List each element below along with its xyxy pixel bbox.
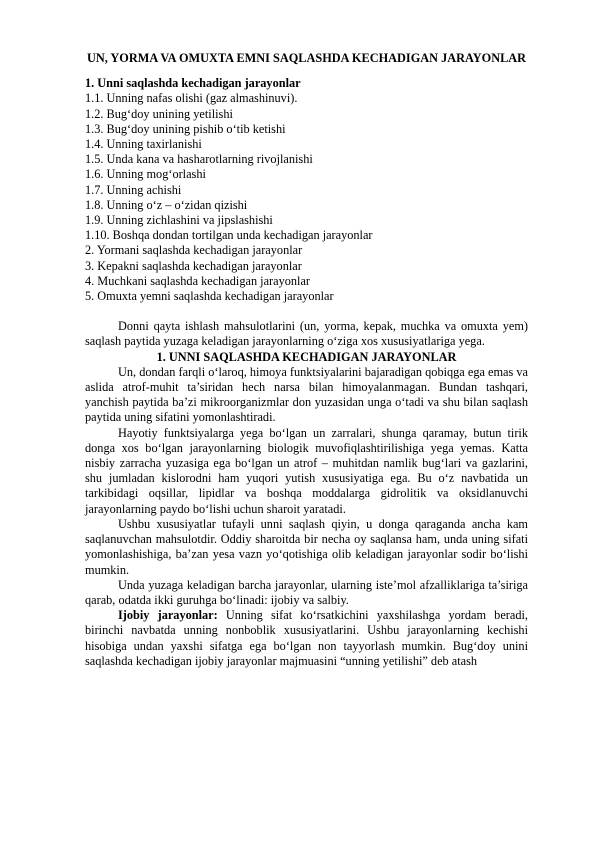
- body-paragraph-2: Hayotiy funktsiyalarga yega bo‘lgan un zarralari, shunga qaramay, butun tirik donga xos bo‘lgan jarayonlarning biologik muvofiqlashtirilishiga yega yemas. Katta nisbiy zarracha yuzasiga ega bo‘lgan un atrof – muhitdan namlik bug‘lari va gazlarini, shu jumladan kislorodni ham yuqori yutish xususiyatiga ega. Bu o‘z navbatida un tarkibidagi oqsillar, lipidlar va boshqa moddalarga gidrolitik va oksidlanuvchi jarayonlarning paydo bo‘lishi uchun sharoit yaratadi.: [85, 425, 528, 516]
- toc-item: 1.5. Unda kana va hasharotlarning rivojlanishi: [85, 152, 313, 167]
- table-of-contents: [85, 76, 528, 304]
- toc-item: 1. Unni saqlashda kechadigan jarayonlar: [85, 76, 301, 91]
- toc-item: 5. Omuxta yemni saqlashda kechadigan jarayonlar: [85, 289, 334, 304]
- toc-item: 1.6. Unning mog‘orlashi: [85, 167, 206, 182]
- toc-item: 4. Muchkani saqlashda kechadigan jarayonlar: [85, 273, 311, 288]
- toc-item: 1.9. Unning zichlashini va jipslashishi: [85, 213, 273, 228]
- spacer: [85, 304, 528, 319]
- toc-item: 1.3. Bug‘doy unining pishib o‘tib ketishi: [85, 121, 286, 136]
- toc-item: 1.4. Unning taxirlanishi: [85, 137, 202, 152]
- body-paragraph-3: Ushbu xususiyatlar tufayli unni saqlash qiyin, u donga qaraganda ancha kam saqlanuvchan mahsulotdir. Oddiy sharoitda bir necha oy saqlansa ham, unda uning sifati yomonlashishiga, ba’zan yesa vazn yo‘qotishiga olib keladigan jarayonlar sodir bo‘lishi mumkin.: [85, 516, 528, 577]
- body-paragraph-5: [85, 608, 528, 669]
- toc-item: 1.10. Boshqa dondan tortilgan unda kechadigan jarayonlar: [85, 228, 373, 243]
- document-title: UN, YORMA VA OMUXTA EMNI SAQLASHDA KECHADIGAN JARAYONLAR: [86, 51, 527, 65]
- toc-item: 1.2. Bug‘doy unining yetilishi: [85, 106, 233, 121]
- body-paragraph-4: Unda yuzaga keladigan barcha jarayonlar, ularning iste’mol afzalliklariga ta’siriga qarab, odatda ikki guruhga bo‘linadi: ijobiy va salbiy.: [85, 577, 528, 607]
- section-heading: 1. UNNI SAQLASHDA KECHADIGAN JARAYONLAR: [156, 349, 457, 364]
- toc-item: 3. Kepakni saqlashda kechadigan jarayonlar: [85, 258, 302, 273]
- intro-paragraph: Donni qayta ishlash mahsulotlarini (un, yorma, kepak, muchka va omuxta yem) saqlash paytida yuzaga keladigan jarayonlarning o‘ziga xos xususiyatlariga yega.: [85, 319, 528, 349]
- toc-item: 2. Yormani saqlashda kechadigan jarayonlar: [85, 243, 303, 258]
- toc-item: 1.7. Unning achishi: [85, 182, 182, 197]
- paragraph-text: Unning sifat ko‘rsatkichini yaxshilashga yordam beradi, birinchi navbatda unning nonboblik xususiyatlarini. Ushbu jarayonlarning kechishi hisobiga undan yaxshi sifatga ega bo‘lgan non tayyorlash mumkin. Bug‘doy unini saqlashda kechadigan ijobiy jarayonlar majmuasini “unning yetilishi” deb atash: [85, 608, 528, 668]
- toc-item: 1.1. Unning nafas olishi (gaz almashinuvi).: [85, 91, 298, 106]
- body-paragraph-1: Un, dondan farqli o‘laroq, himoya funktsiyalarini bajaradigan qobiqga ega emas va aslida atrof-muhit ta’siridan hech narsa bilan himoyalanmagan. Bundan tashqari, yanchish paytida ba’zi mikroorganizmlar don yuzasidan unga o‘tadi va shu bilan saqlash paytida uning sifatini yomonlashtiradi.: [85, 364, 528, 425]
- paragraph-lead: Ijobiy jarayonlar:: [118, 608, 218, 623]
- toc-item: 1.8. Unning o‘z – o‘zidan qizishi: [85, 197, 248, 212]
